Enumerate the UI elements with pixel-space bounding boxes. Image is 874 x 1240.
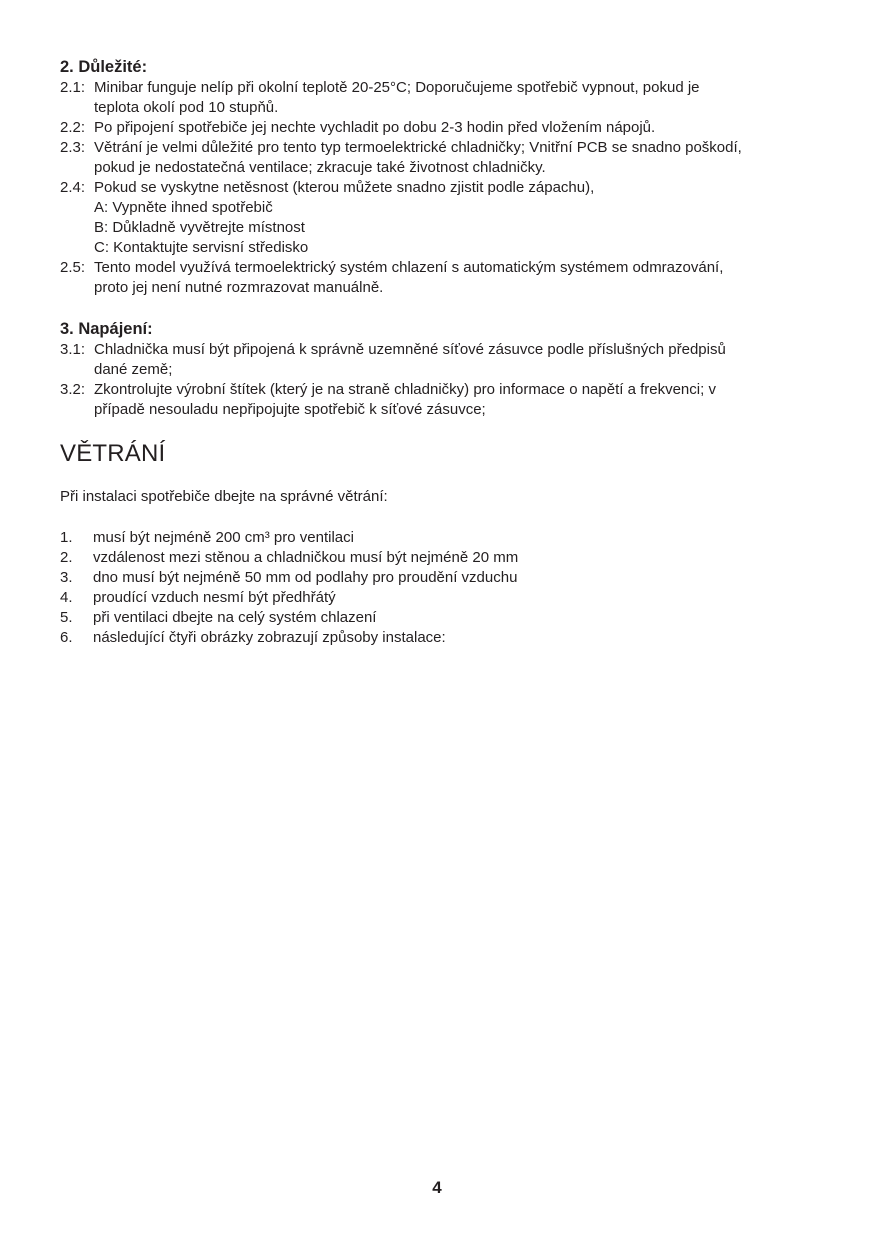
list-item-number: 5. xyxy=(60,609,73,626)
section-3-heading: 3. Napájení: xyxy=(60,320,153,338)
item-number: 2.5: xyxy=(60,259,86,276)
page-number: 4 xyxy=(432,1178,442,1197)
item-text: Chladnička musí být připojená k správně uzemněné síťové zásuvce podle příslušných předpisů xyxy=(94,341,726,358)
item-subpoint-b: B: Důkladně vyvětrejte místnost xyxy=(94,219,305,236)
item-subpoint-c: C: Kontaktujte servisní středisko xyxy=(94,239,309,256)
item-text: Po připojení spotřebiče jej nechte vychladit po dobu 2-3 hodin před vložením nápojů. xyxy=(94,119,656,136)
list-item-number: 4. xyxy=(60,589,73,606)
ventilation-heading: VĚTRÁNÍ xyxy=(60,440,166,467)
list-item-text: dno musí být nejméně 50 mm od podlahy pro proudění vzduchu xyxy=(93,569,518,586)
item-3-2 xyxy=(60,380,716,420)
item-text: Zkontrolujte výrobní štítek (který je na straně chladničky) pro informace o napětí a frekvenci; v xyxy=(94,381,716,398)
item-number: 2.4: xyxy=(60,179,86,196)
item-text: proto jej není nutné rozmrazovat manuálně. xyxy=(94,279,384,296)
list-item-number: 3. xyxy=(60,569,73,586)
item-text: Větrání je velmi důležité pro tento typ termoelektrické chladničky; Vnitřní PCB se snadno poškodí, xyxy=(94,139,742,156)
item-number: 2.2: xyxy=(60,119,86,136)
item-text: Minibar funguje nelíp při okolní teplotě 20-25°C; Doporučujeme spotřebič vypnout, pokud je xyxy=(94,79,700,96)
item-text: teplota okolí pod 10 stupňů. xyxy=(94,99,279,116)
item-number: 2.3: xyxy=(60,139,86,156)
item-text: pokud je nedostatečná ventilace; zkracuje také životnost chladničky. xyxy=(94,159,546,176)
item-number: 3.1: xyxy=(60,341,86,358)
item-2-5 xyxy=(60,258,723,298)
list-item-text: musí být nejméně 200 cm³ pro ventilaci xyxy=(93,529,354,546)
item-subpoint-a: A: Vypněte ihned spotřebič xyxy=(94,199,273,216)
ventilation-intro: Při instalaci spotřebiče dbejte na správné větrání: xyxy=(60,488,388,505)
list-item-number: 2. xyxy=(60,549,73,566)
item-number: 3.2: xyxy=(60,381,86,398)
item-number: 2.1: xyxy=(60,79,86,96)
list-item-text: následující čtyři obrázky zobrazují způsoby instalace: xyxy=(93,629,446,646)
item-text: případě nesouladu nepřipojujte spotřebič k síťové zásuvce; xyxy=(94,401,486,418)
list-item-number: 6. xyxy=(60,629,73,646)
list-item-number: 1. xyxy=(60,529,73,546)
section-2-heading: 2. Důležité: xyxy=(60,58,148,76)
item-2-3 xyxy=(60,138,742,178)
list-item-text: proudící vzduch nesmí být předhřátý xyxy=(93,589,336,606)
list-item-text: vzdálenost mezi stěnou a chladničkou musí být nejméně 20 mm xyxy=(93,549,519,566)
item-text: Tento model využívá termoelektrický systém chlazení s automatickým systémem odmrazování, xyxy=(94,259,724,276)
item-text: dané země; xyxy=(94,361,173,378)
item-2-4 xyxy=(60,178,594,258)
item-2-1 xyxy=(60,78,700,118)
item-text: Pokud se vyskytne netěsnost (kterou můžete snadno zjistit podle zápachu), xyxy=(94,179,595,196)
item-3-1 xyxy=(60,340,726,380)
item-2-2 xyxy=(60,118,655,138)
list-item-text: při ventilaci dbejte na celý systém chlazení xyxy=(93,609,377,626)
